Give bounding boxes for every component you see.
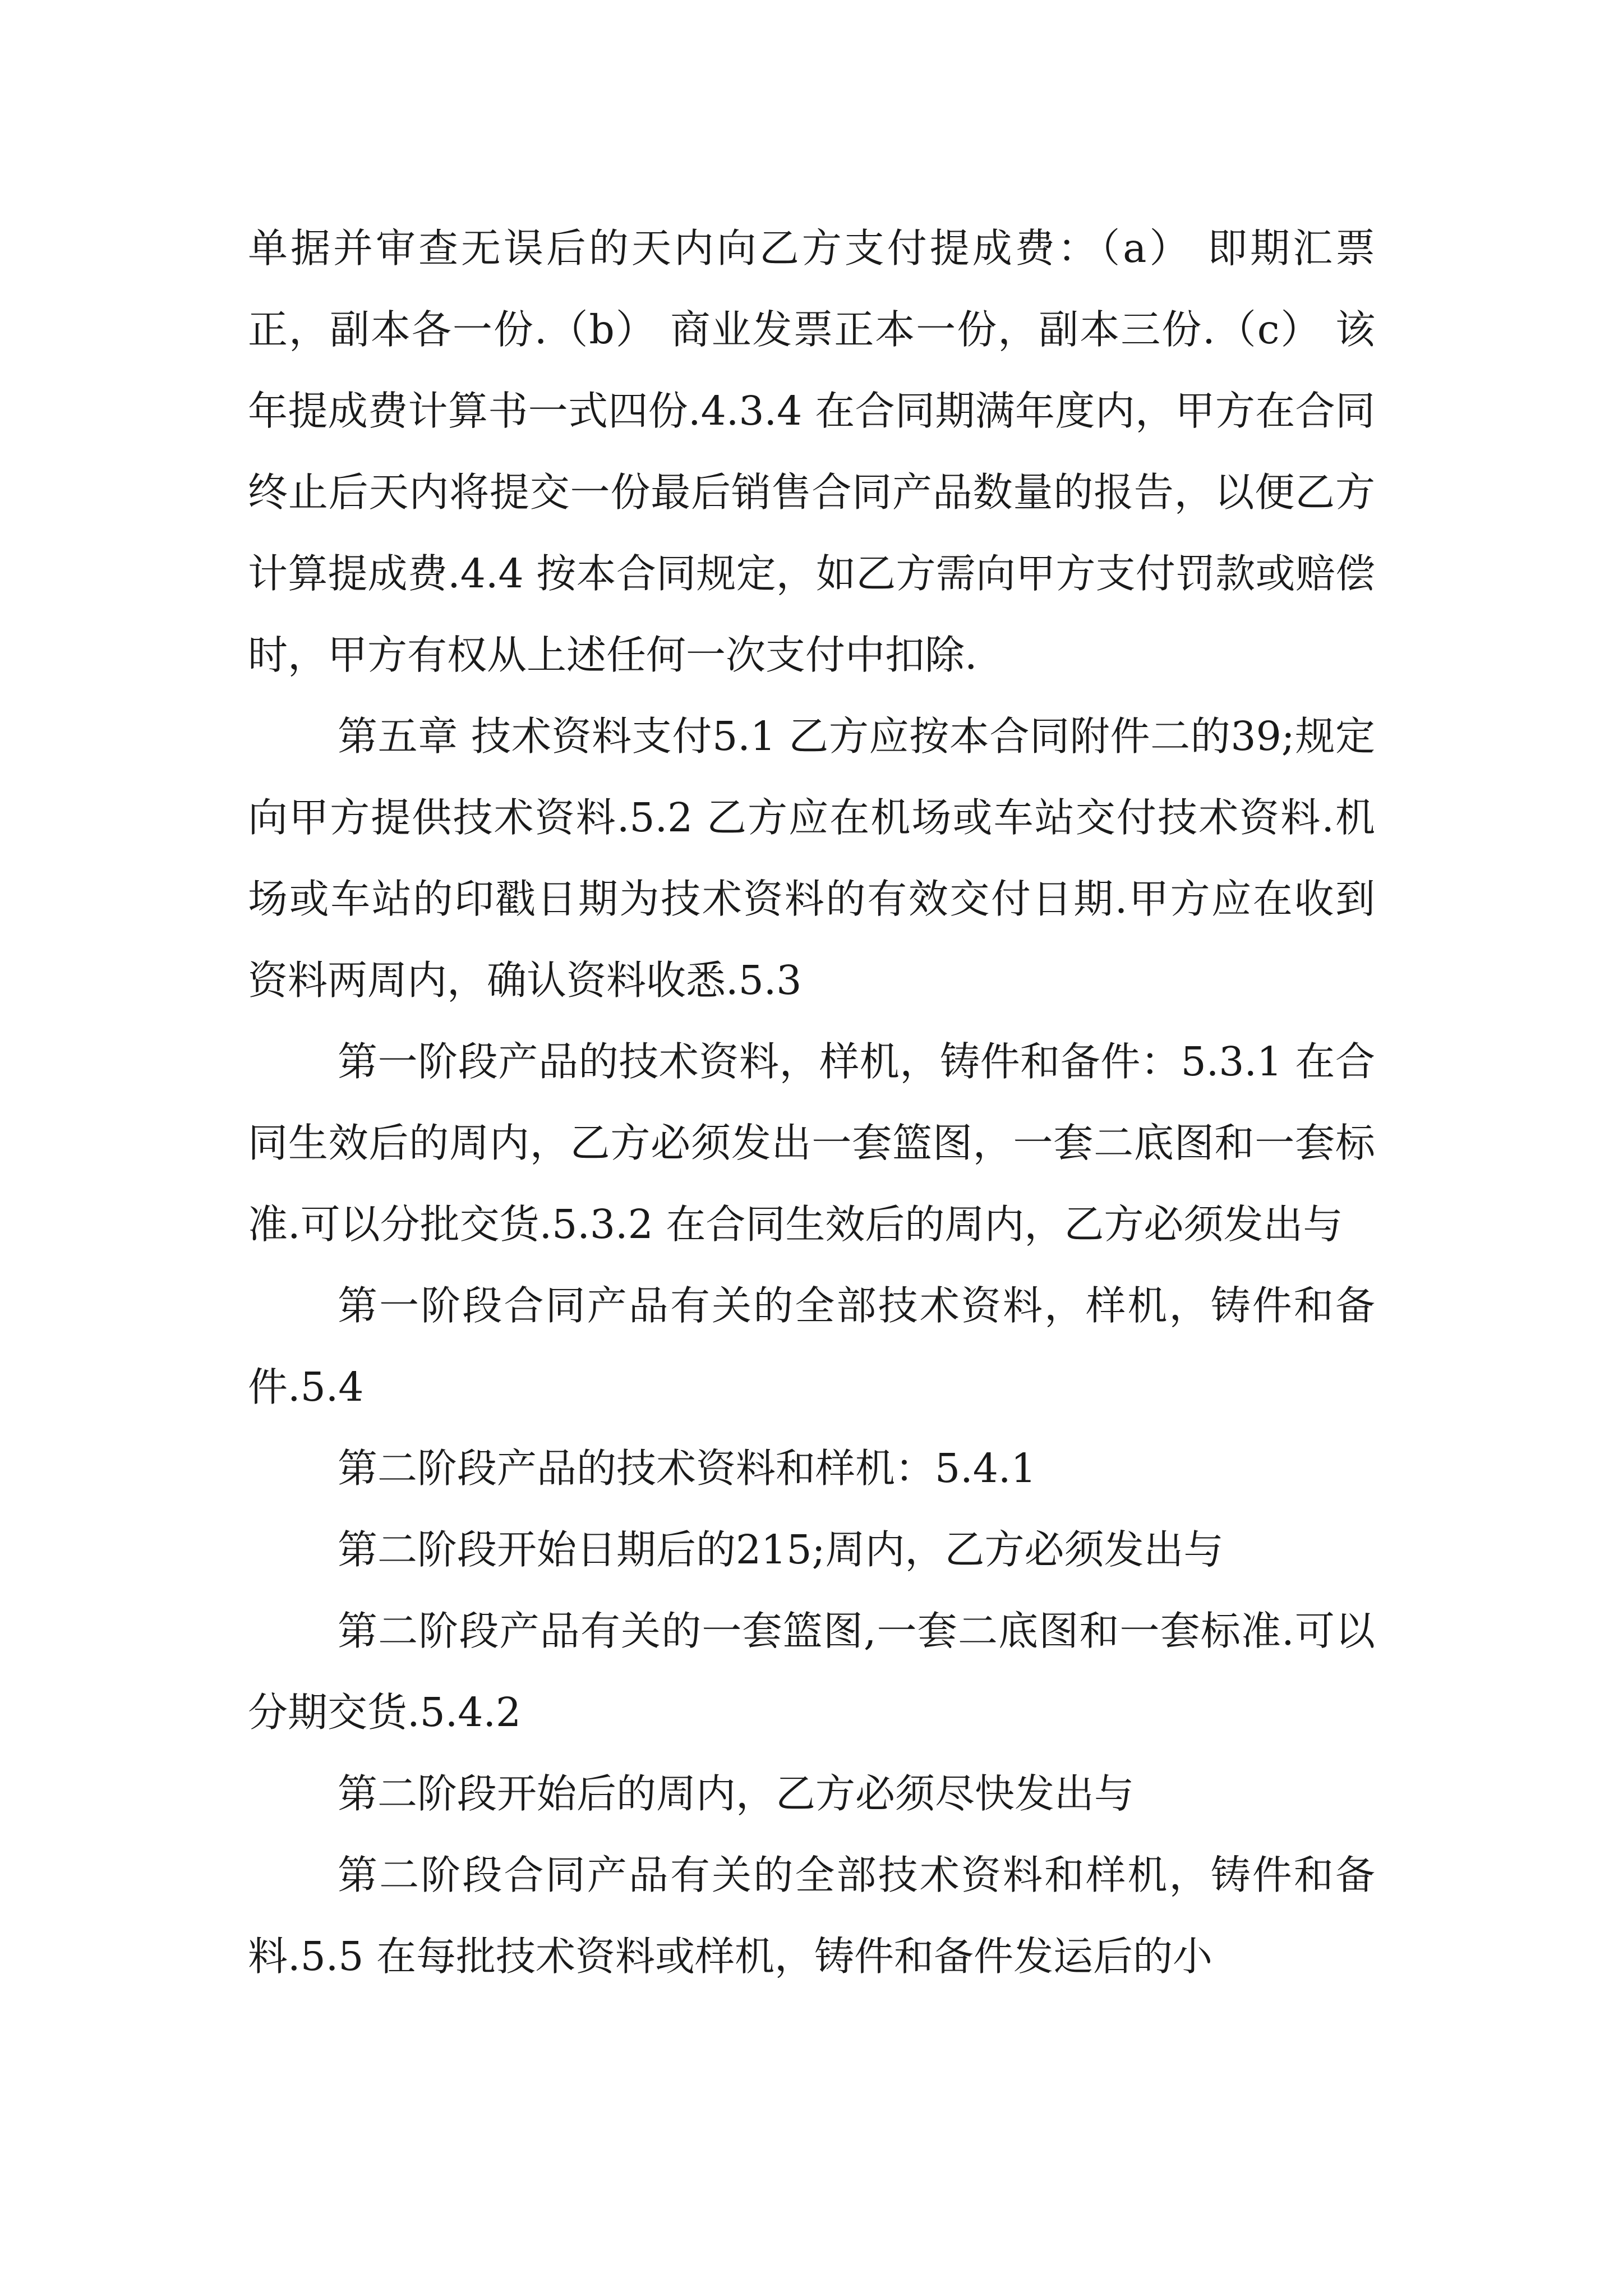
paragraph-stage-two-blueprints: 第二阶段产品有关的一套篮图,一套二底图和一套标准.可以分期交货.5.4.2 bbox=[248, 1608, 1375, 1736]
document-page bbox=[248, 208, 1375, 2115]
paragraph-stage-one-products: 第一阶段合同产品有关的全部技术资料，样机，铸件和备件.5.4 bbox=[248, 1282, 1375, 1410]
paragraph-payment-terms: 单据并审查无误后的天内向乙方支付提成费：（a） 即期汇票正，副本各一份.（b） 商业发票正本一份，副本三份.（c） 该年提成费计算书一式四份.4.3.4 在合同期满年度内，甲方在合同终止后天内将提交一份最后销售合同产品数量的报告，以便乙方计算提成费.4.4 按本合同规定，如乙方需向甲方支付罚款或赔偿时，甲方有权从上述任何一次支付中扣除. bbox=[248, 225, 1375, 678]
paragraph-stage-two-materials: 第二阶段产品的技术资料和样机：5.4.1 bbox=[338, 1445, 1036, 1492]
paragraph-stage-two-after-start: 第二阶段开始后的周内，乙方必须尽快发出与 bbox=[338, 1770, 1135, 1817]
paragraph-stage-one-materials: 第一阶段产品的技术资料，样机，铸件和备件：5.3.1 在合同生效后的周内，乙方必须发出一套篮图，一套二底图和一套标准.可以分批交货.5.3.2 在合同生效后的周内，乙方必须发出与 bbox=[248, 1038, 1375, 1248]
paragraph-chapter-five: 第五章 技术资料支付5.1 乙方应按本合同附件二的39;规定向甲方提供技术资料.5.2 乙方应在机场或车站交付技术资料.机场或车站的印戳日期为技术资料的有效交付日期.甲方应在收到资料两周内，确认资料收悉.5.3 bbox=[248, 713, 1375, 1004]
paragraph-stage-two-all-materials: 第二阶段合同产品有关的全部技术资料和样机，铸件和备料.5.5 在每批技术资料或样机，铸件和备件发运后的小 bbox=[248, 1852, 1375, 1980]
paragraph-stage-two-start: 第二阶段开始日期后的215;周内，乙方必须发出与 bbox=[338, 1526, 1224, 1573]
